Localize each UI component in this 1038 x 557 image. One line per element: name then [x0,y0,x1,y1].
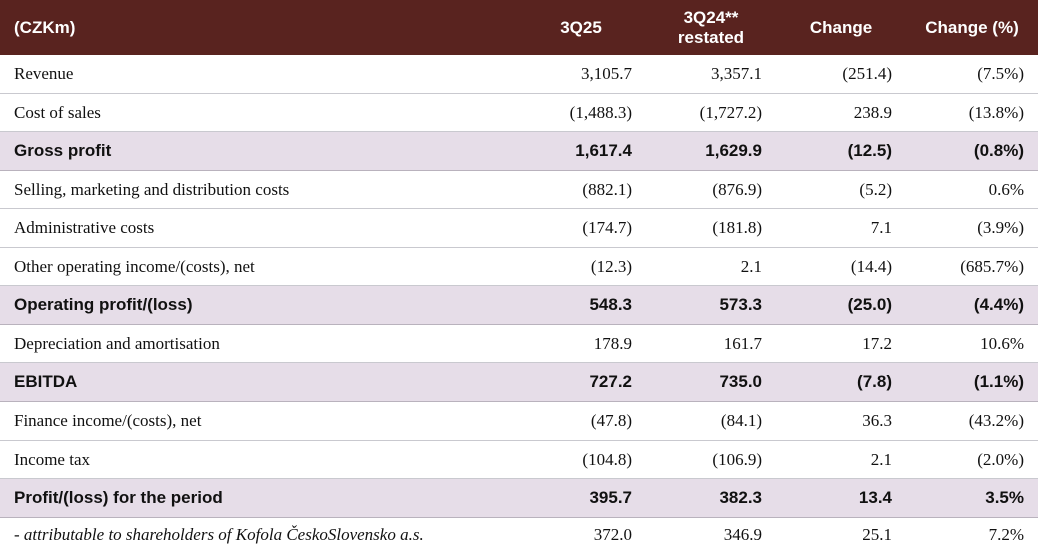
row-value-3q25: 1,617.4 [516,132,646,171]
row-value-3q24: 573.3 [646,286,776,325]
row-value-change: 25.1 [776,517,906,552]
row-label-attributable [0,517,516,552]
row-label: Operating profit/(loss) [0,286,516,325]
row-value-change-pct: 3.5% [906,479,1038,518]
row-value-3q24: (84.1) [646,402,776,441]
row-value-change-pct: (13.8%) [906,93,1038,132]
table-header [0,0,1038,55]
table-row [0,209,1038,248]
table-row [0,402,1038,441]
row-label: Other operating income/(costs), net [0,247,516,286]
row-value-3q25: (12.3) [516,247,646,286]
table-row [0,517,1038,552]
row-value-3q24: (876.9) [646,170,776,209]
row-value-change: 2.1 [776,440,906,479]
column-header-3q24-restated [646,0,776,55]
column-header-3q24-line2: restated [677,27,745,47]
table-row [0,247,1038,286]
table-header-row [0,0,1038,55]
row-value-3q24: (106.9) [646,440,776,479]
row-value-3q24: 2.1 [646,247,776,286]
column-header-change: Change [776,0,906,55]
table-row [0,55,1038,93]
row-value-3q25: (174.7) [516,209,646,248]
row-value-3q24: 735.0 [646,363,776,402]
row-value-3q25: 3,105.7 [516,55,646,93]
row-value-change-pct: 0.6% [906,170,1038,209]
row-value-3q25: (104.8) [516,440,646,479]
table-row [0,170,1038,209]
row-value-change: 238.9 [776,93,906,132]
row-value-3q25: (47.8) [516,402,646,441]
row-value-3q25: 178.9 [516,324,646,363]
row-value-change-pct: (0.8%) [906,132,1038,171]
row-label: Depreciation and amortisation [0,324,516,363]
row-value-change-pct: (1.1%) [906,363,1038,402]
row-value-change: (25.0) [776,286,906,325]
row-value-change: 7.1 [776,209,906,248]
row-value-change-pct: 10.6% [906,324,1038,363]
row-label: Administrative costs [0,209,516,248]
row-value-3q24: 382.3 [646,479,776,518]
row-value-change: (14.4) [776,247,906,286]
row-value-3q24: 3,357.1 [646,55,776,93]
table-row [0,324,1038,363]
row-value-change: 36.3 [776,402,906,441]
row-value-change-pct: (3.9%) [906,209,1038,248]
row-value-change: (12.5) [776,132,906,171]
table-row-subtotal [0,363,1038,402]
table-row-subtotal [0,479,1038,518]
row-value-3q24: (181.8) [646,209,776,248]
column-header-3q25: 3Q25 [516,0,646,55]
row-label: EBITDA [0,363,516,402]
column-header-3q24-line1: 3Q24** [683,8,739,27]
table-row [0,93,1038,132]
row-label: Finance income/(costs), net [0,402,516,441]
row-label: Profit/(loss) for the period [0,479,516,518]
row-value-change: (5.2) [776,170,906,209]
row-value-change-pct: 7.2% [906,517,1038,552]
row-label-text: - attributable to shareholders of Kofola ČeskoSlovensko a.s. [14,524,424,544]
row-value-3q25: 727.2 [516,363,646,402]
row-value-3q25: (1,488.3) [516,93,646,132]
row-value-change-pct: (4.4%) [906,286,1038,325]
row-value-change-pct: (2.0%) [906,440,1038,479]
row-label: Selling, marketing and distribution costs [0,170,516,209]
column-header-units: (CZKm) [0,0,516,55]
row-value-3q24: 1,629.9 [646,132,776,171]
row-label: Cost of sales [0,93,516,132]
table-row-subtotal [0,286,1038,325]
row-value-3q24: (1,727.2) [646,93,776,132]
row-label: Revenue [0,55,516,93]
row-value-3q25: (882.1) [516,170,646,209]
table-body [0,55,1038,552]
row-value-change-pct: (7.5%) [906,55,1038,93]
row-value-3q24: 346.9 [646,517,776,552]
column-header-change-pct: Change (%) [906,0,1038,55]
row-value-change-pct: (43.2%) [906,402,1038,441]
table-row [0,440,1038,479]
row-value-3q25: 372.0 [516,517,646,552]
row-value-change: 17.2 [776,324,906,363]
row-value-change-pct: (685.7%) [906,247,1038,286]
table-row-subtotal [0,132,1038,171]
row-value-3q24: 161.7 [646,324,776,363]
row-value-change: (7.8) [776,363,906,402]
row-value-3q25: 548.3 [516,286,646,325]
row-value-3q25: 395.7 [516,479,646,518]
row-label: Income tax [0,440,516,479]
row-value-change: 13.4 [776,479,906,518]
row-value-change: (251.4) [776,55,906,93]
row-label: Gross profit [0,132,516,171]
